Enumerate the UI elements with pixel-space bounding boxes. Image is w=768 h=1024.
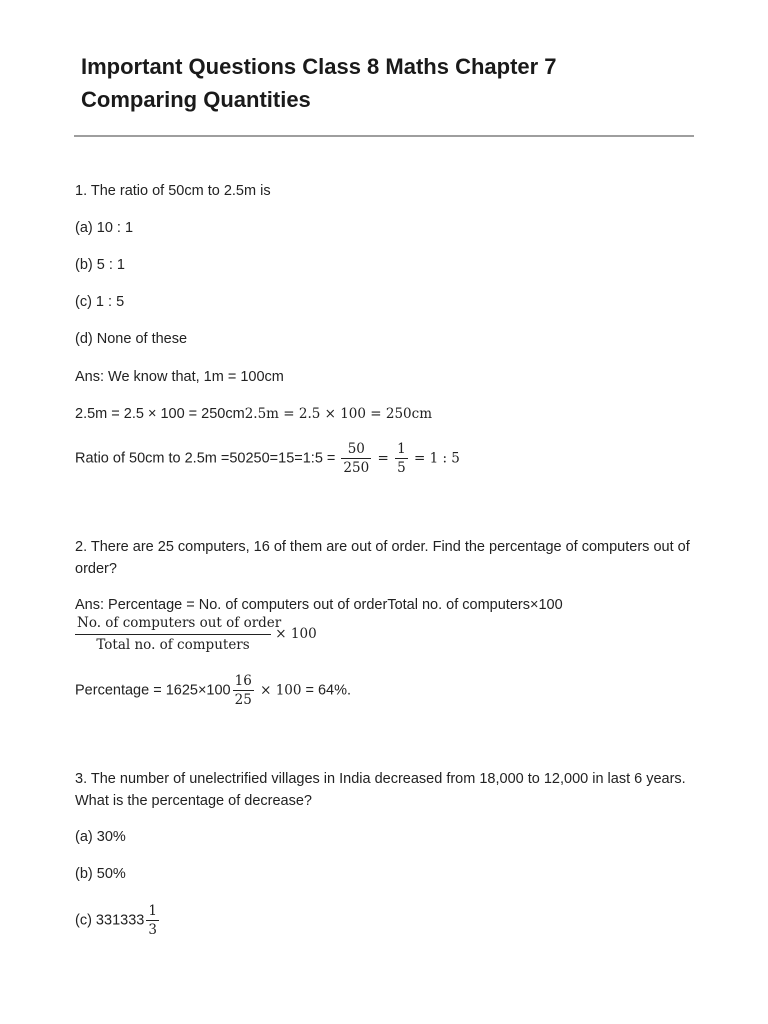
q1-conversion-line: [75, 403, 432, 425]
q1-option-c: (c) 1 : 5: [75, 294, 125, 310]
fraction-numerator: No. of computers out of order: [77, 615, 282, 631]
q1-fraction-1-5: [395, 440, 408, 477]
q1-fraction-50-250: [341, 440, 371, 477]
q1-option-b: (b) 5 : 1: [75, 257, 125, 273]
fraction-denominator: 3: [148, 922, 157, 938]
q1-ratio-prefix: Ratio of 50cm to 2.5m =50250=15=1:5 =: [75, 450, 340, 467]
q1-conversion-plain: 2.5m = 2.5 × 100 = 250cm: [75, 406, 245, 422]
q3-option-b: (b) 50%: [75, 866, 126, 882]
q2-percentage-line: [75, 672, 351, 709]
q1-answer-intro: Ans: We know that, 1m = 100cm: [75, 369, 284, 385]
fraction-denominator: 25: [234, 692, 252, 708]
q1-text: 1. The ratio of 50cm to 2.5m is: [75, 183, 271, 199]
q2-percentage-formula: [75, 613, 317, 656]
title-line-2: Comparing Quantities: [81, 87, 311, 112]
q3-fraction-1-3: [146, 902, 159, 939]
q3-text: 3. The number of unelectrified villages in India decreased from 18,000 to 12,000 in last 6 years. What is the percentage of decrease?: [75, 771, 686, 809]
q2-fraction-16-25: [233, 672, 254, 709]
q2-times-100: × 100: [255, 682, 302, 699]
fraction-numerator: 16: [234, 673, 252, 689]
fraction-denominator: 5: [397, 460, 406, 476]
q3-option-a: (a) 30%: [75, 829, 126, 845]
q2-percentage-prefix: Percentage = 1625×100: [75, 682, 231, 699]
q1-option-d: (d) None of these: [75, 331, 188, 347]
q3-option-c-prefix: (c) 331333: [75, 912, 145, 929]
title-divider: [74, 135, 694, 137]
q1-ratio-result: = 1 : 5: [409, 450, 460, 467]
page-title: [81, 50, 701, 116]
fraction-denominator: 250: [343, 460, 370, 476]
q2-text: 2. There are 25 computers, 16 of them are out of order. Find the percentage of computers out of order?: [75, 539, 690, 577]
q1-option-a: (a) 10 : 1: [75, 220, 134, 236]
q1-ratio-line: [75, 440, 460, 477]
q1-equals: =: [373, 450, 394, 467]
fraction-denominator: Total no. of computers: [75, 634, 271, 656]
q2-formula-fraction: [75, 613, 282, 656]
q3-option-c: [75, 902, 161, 939]
q2-answer-intro: Ans: Percentage = No. of computers out of orderTotal no. of computers×100: [75, 597, 563, 613]
q2-percentage-result: = 64%.: [301, 682, 352, 699]
q2-formula-times-100: × 100: [271, 626, 317, 642]
q1-conversion-math: 2.5m = 2.5 × 100 = 250cm: [244, 406, 433, 422]
fraction-numerator: 1: [148, 903, 157, 919]
fraction-numerator: 1: [397, 441, 406, 457]
fraction-numerator: 50: [347, 441, 365, 457]
title-line-1: Important Questions Class 8 Maths Chapter 7: [81, 54, 557, 79]
